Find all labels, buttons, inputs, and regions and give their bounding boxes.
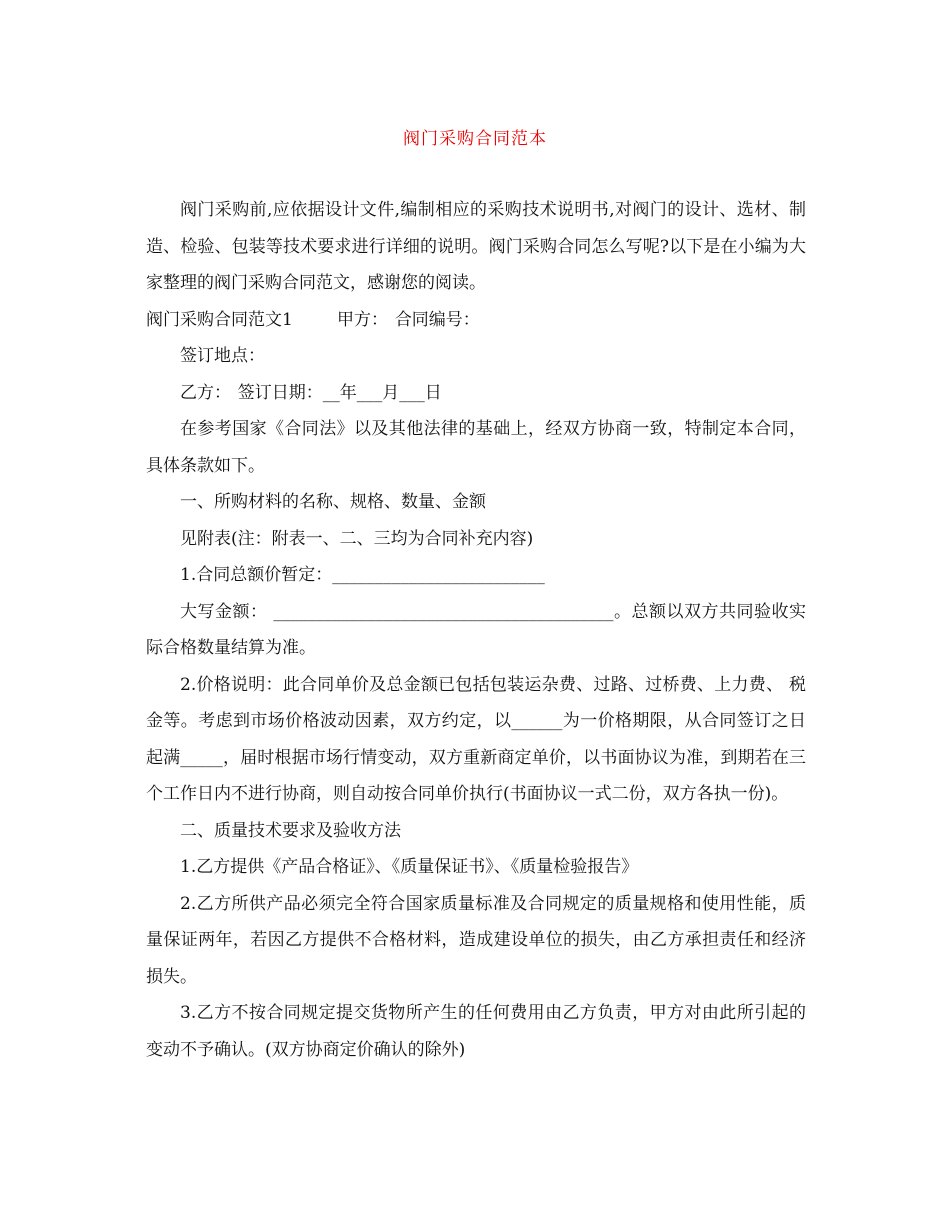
item-1-amount: 大写金额： ________________________________________。总额以双方共同验收实际合格数量结算为准。 <box>146 601 806 658</box>
party-b-line <box>146 375 806 412</box>
section-2-heading: 二、质量技术要求及验收方法 <box>180 820 401 841</box>
sign-place-line: 签订地点： <box>180 346 265 366</box>
item-2-1: 1.乙方提供《产品合格证》、《质量保证书》、《质量检验报告》 <box>180 857 639 877</box>
item-1-2: 2.价格说明：此合同单价及总金额已包括包装运杂费、过路、过桥费、上力费、 税金等。考虑到市场价格波动因素，双方约定，以______为一价格期限，从合同签订之日起满_____，届时根据市场行情变动，双方重新商定单价，以书面协议为准，到期若在三个工作日内不进行协商，则自动按合同单价执行(书面协议一式二份，双方各执一份)。 <box>146 674 806 804</box>
document-body <box>146 192 806 1068</box>
preamble-paragraph: 在参考国家《合同法》以及其他法律的基础上，经双方协商一致，特制定本合同，具体条款如下。 <box>146 419 806 476</box>
intro-paragraph: 阀门采购前,应依据设计文件,编制相应的采购技术说明书,对阀门的设计、选材、制造、检验、包装等技术要求进行详细的说明。阀门采购合同怎么写呢?以下是在小编为大家整理的阀门采购合同范文，感谢您的阅读。 <box>146 200 806 293</box>
item-1-1: 1.合同总额价暂定：_________________________ <box>180 565 545 585</box>
section-1-heading: 一、所购材料的名称、规格、数量、金额 <box>180 492 486 512</box>
contract-number-label: 合同编号： <box>394 309 480 330</box>
party-a-label: 甲方： <box>337 309 389 330</box>
attachment-note: 见附表(注：附表一、二、三均为合同补充内容) <box>180 528 534 549</box>
item-2-3: 3.乙方不按合同规定提交货物所产生的任何费用由乙方负责，甲方对由此所引起的变动不予确认。(双方协商定价确认的除外) <box>146 1003 806 1060</box>
sample-heading: 阀门采购合同范文1 <box>146 309 293 330</box>
party-b-label: 乙方： <box>180 382 231 403</box>
item-2-2: 2.乙方所供产品必须完全符合国家质量标准及合同规定的质量规格和使用性能，质量保证两年，若因乙方提供不合格材料，造成建设单位的损失，由乙方承担责任和经济损失。 <box>146 893 806 987</box>
sign-date-label: 签订日期：__年___月___日 <box>237 382 442 403</box>
sample-heading-line <box>146 302 806 339</box>
document-title: 阀门采购合同范本 <box>403 129 547 149</box>
